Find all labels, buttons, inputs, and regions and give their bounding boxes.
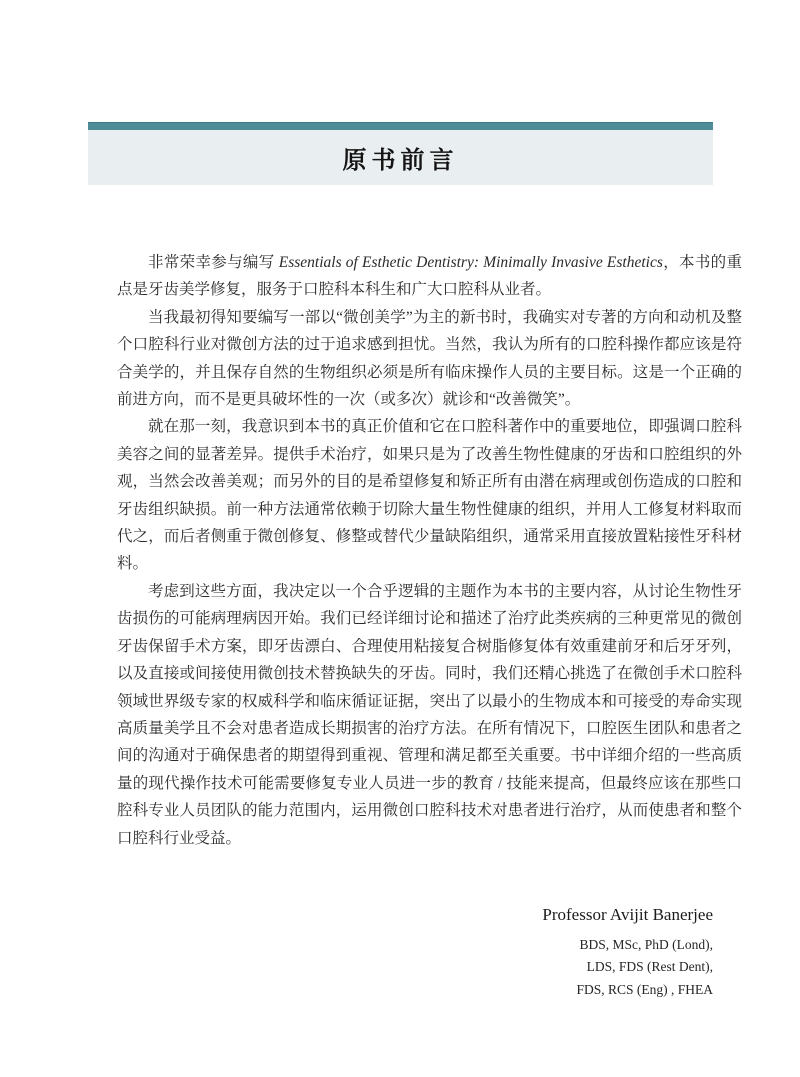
paragraph-4: 考虑到这些方面，我决定以一个合乎逻辑的主题作为本书的主要内容，从讨论生物性牙齿损伤的可能病理病因开始。我们已经详细讨论和描述了治疗此类疾病的三种更常见的微创牙齿保留手术方案，即牙齿漂白、合理使用粘接复合树脂修复体有效重建前牙和后牙牙列，以及直接或间接使用微创技术替换缺失的牙齿。同时，我们还精心挑选了在微创手术口腔科领域世界级专家的权威科学和临床循证证据，突出了以最小的生物成本和可接受的寿命实现高质量美学且不会对患者造成长期损害的治疗方法。在所有情况下，口腔医生团队和患者之间的沟通对于确保患者的期望得到重视、管理和满足都至关重要。书中详细介绍的一些高质量的现代操作技术可能需要修复专业人员进一步的教育 / 技能来提高，但最终应该在那些口腔科专业人员团队的能力范围内，运用微创口腔科技术对患者进行治疗，从而使患者和整个口腔科行业受益。 [117,582,742,847]
preface-header [88,0,713,185]
paragraph-3: 就在那一刻，我意识到本书的真正价值和它在口腔科著作中的重要地位，即强调口腔科美容之间的显著差异。提供手术治疗，如果只是为了改善生物性健康的牙齿和口腔组织的外观，当然会改善美观；而另外的目的是希望修复和矫正所有由潜在病理或创伤造成的口腔和牙齿组织缺损。前一种方法通常依赖于切除大量生物性健康的组织，并用人工修复材料取而代之，而后者侧重于微创修复、修整或替代少量缺陷组织，通常采用直接放置粘接性牙科材料。 [117,418,742,573]
page-title: 原书前言 [342,148,459,174]
preface-body [88,249,772,852]
author-name: Professor Avijit Banerjee [542,904,713,924]
paragraph-2: 当我最初得知要编写一部以“微创美学”为主的新书时，我确实对专著的方向和动机及整个口腔科行业对微创方法的过于追求感到担忧。当然，我认为所有的口腔科操作都应该是符合美学的，并且保存自然的生物组织必须是所有临床操作人员的主要目标。这是一个正确的前进方向，而不是更具破坏性的一次（或多次）就诊和“改善微笑”。 [117,308,742,409]
credential-line-2: LDS, FDS (Rest Dent), [586,959,713,975]
paragraph-1-prefix: 非常荣幸参与编写 [148,254,279,271]
paragraph-1-suffix: ，本书的重点是牙齿美学修复，服务于口腔科本科生和广大口腔科从业者。 [117,254,742,299]
credential-line-1: BDS, MSc, PhD (Lond), [579,936,713,952]
author-credentials [88,934,713,1002]
paragraph-1 [117,249,742,304]
title-band [88,130,713,185]
credential-line-3: FDS, RCS (Eng) , FHEA [576,981,713,997]
book-title-italic: Essentials of Esthetic Dentistry: Minimally Invasive Esthetics [278,254,663,271]
signature-block [88,904,764,1002]
header-accent-bar [88,122,713,130]
